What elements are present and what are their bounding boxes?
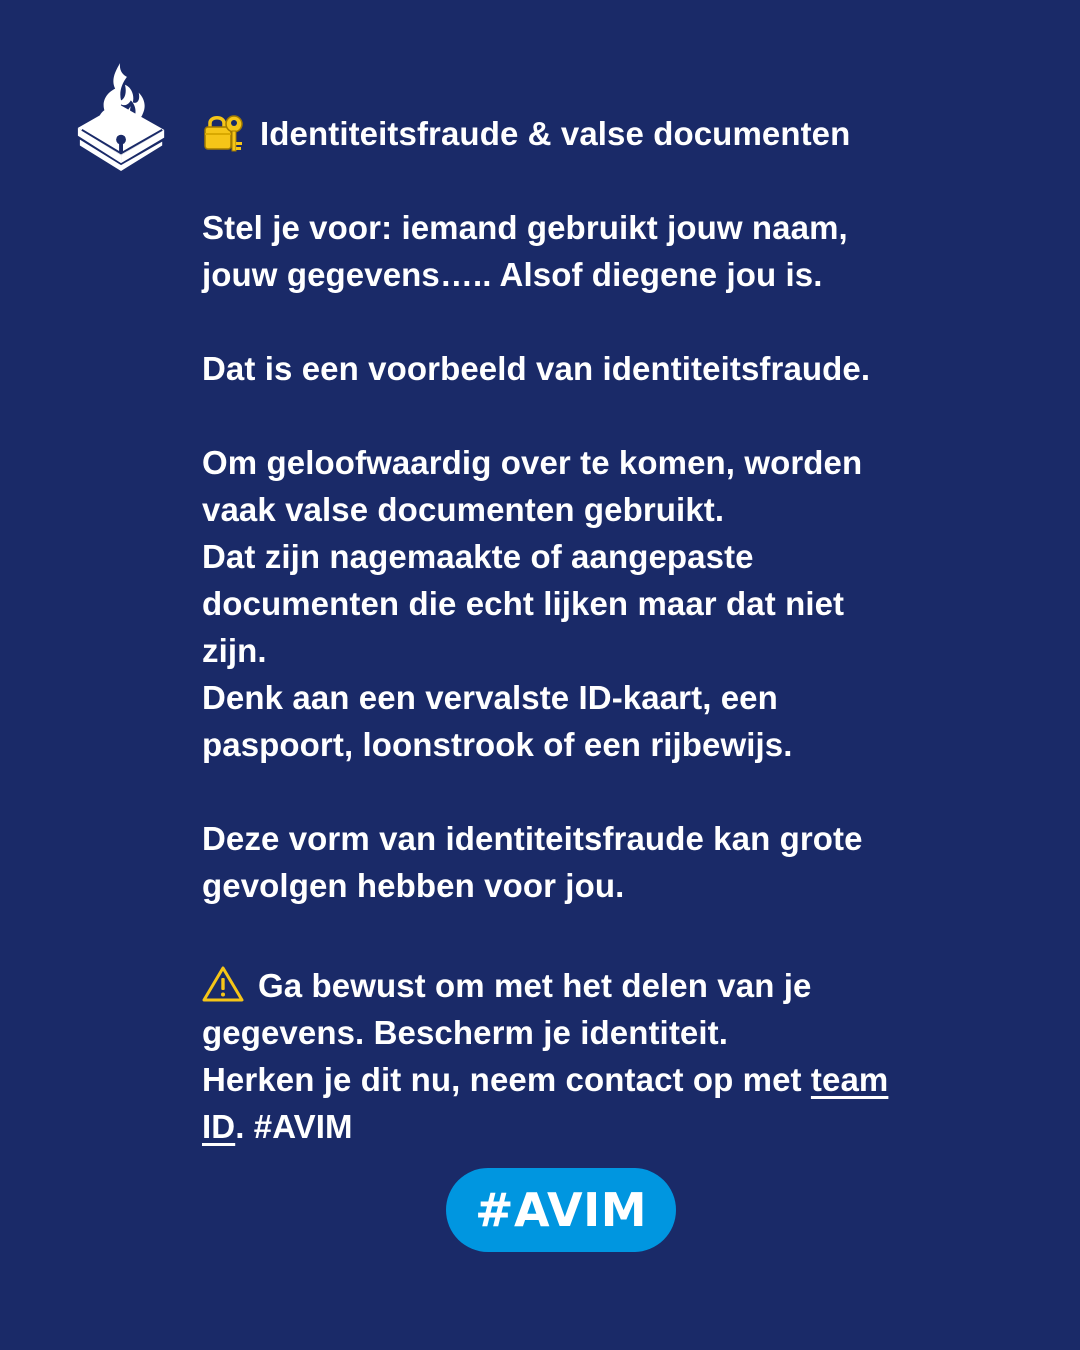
paragraph-5-line-4	[202, 1103, 962, 1150]
paragraph-3-line-5: zijn.	[202, 632, 267, 669]
police-logo-icon	[74, 58, 172, 184]
warning-text: Ga bewust om met het delen van je	[258, 967, 812, 1004]
warning-icon	[202, 965, 244, 1003]
paragraph-4-line-2: gevolgen hebben voor jou.	[202, 867, 625, 904]
team-id-link-part-1[interactable]: team	[810, 1061, 889, 1098]
team-id-link-part-2[interactable]: ID	[202, 1108, 236, 1145]
post-title-line	[202, 110, 962, 157]
post-content	[202, 110, 962, 1150]
paragraph-3-line-1: Om geloofwaardig over te komen, worden	[202, 444, 863, 481]
paragraph-3-line-4: documenten die echt lijken maar dat niet	[202, 585, 845, 622]
paragraph-3-line-6: Denk aan een vervalste ID-kaart, een	[202, 679, 778, 716]
paragraph-1-line-2: jouw gegevens….. Alsof diegene jou is.	[202, 256, 823, 293]
paragraph-5-line-2: gegevens. Bescherm je identiteit.	[202, 1014, 728, 1051]
paragraph-3-line-7: paspoort, loonstrook of een rijbewijs.	[202, 726, 793, 763]
paragraph-5-line-1	[202, 962, 962, 1009]
contact-prefix: Herken je dit nu, neem contact op met	[202, 1061, 811, 1098]
hashtag-suffix: . #AVIM	[235, 1108, 353, 1145]
paragraph-5-line-3	[202, 1056, 962, 1103]
paragraph-2-line-1: Dat is een voorbeeld van identiteitsfraude.	[202, 350, 871, 387]
paragraph-3-line-2: vaak valse documenten gebruikt.	[202, 491, 725, 528]
paragraph-1-line-1: Stel je voor: iemand gebruikt jouw naam,	[202, 209, 848, 246]
avim-hashtag-badge: #AVIM	[446, 1168, 676, 1252]
paragraph-3-line-3: Dat zijn nagemaakte of aangepaste	[202, 538, 754, 575]
post-title: Identiteitsfraude & valse documenten	[260, 115, 851, 152]
paragraph-4-line-1: Deze vorm van identiteitsfraude kan grote	[202, 820, 863, 857]
locked-with-key-icon	[202, 112, 246, 152]
